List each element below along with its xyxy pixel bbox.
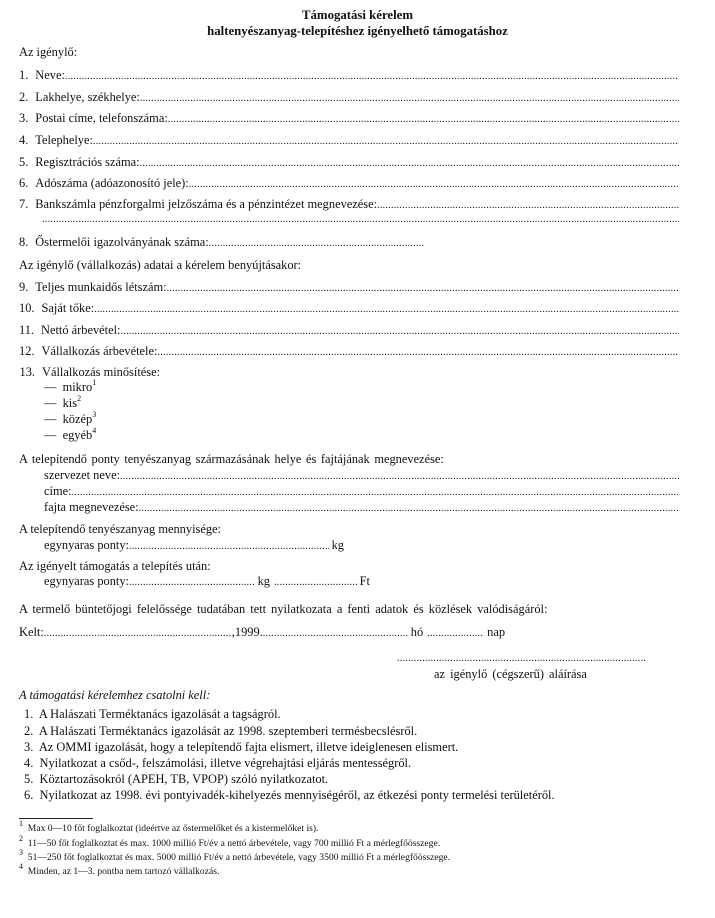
field-support-kg[interactable]: egynyaras ponty: ..... kg [44, 574, 270, 590]
attachment-item: 6. Nyilatkozat az 1998. évi pontyivadék-kihelyezés mennyiségéről, az étkezési ponty termelési területéről. [24, 788, 555, 802]
field-equity[interactable]: 10. Saját tőke: ..... [19, 301, 679, 317]
fill-line [168, 113, 679, 127]
day-fill-line [427, 627, 483, 641]
field-registration-number[interactable]: 5. Regisztrációs száma: ..... [19, 155, 679, 171]
attachment-item: 5. Köztartozásokról (APEH, TB, VPOP) szóló nyilatkozatot. [24, 772, 329, 786]
field-bank-account[interactable]: 7. Bankszámla pénzforgalmi jelzőszáma és a pénzintézet megnevezése: ..... [19, 197, 679, 213]
field-producer-id[interactable]: 8. Őstermelői igazolványának száma: ..... [19, 235, 425, 251]
form-subtitle: haltenyészanyag-telepítéshez igényelhető támogatáshoz [207, 24, 508, 38]
field-org-address[interactable]: címe: ..... [44, 484, 679, 500]
fill-line [120, 470, 679, 484]
fill-line [140, 157, 679, 171]
footnote-1: $^1$ Max 0—10 főt foglalkoztat (ideértve az őstermelőket és a kistermelőket is). [19, 818, 319, 834]
attachment-item: 4. Nyilatkozat a csőd-, felszámolási, illetve végrehajtási eljárás mentességről. [24, 756, 412, 770]
form-title: Támogatási kérelem [301, 8, 413, 22]
field-classification: 13. Vállalkozás minősítése: [19, 365, 161, 379]
attachment-item: 3. Az OMMI igazolását, hogy a telepítendő fajta elismert, illetve ideiglenesen elismert. [24, 740, 459, 754]
place-fill-line [44, 627, 232, 641]
footnote-separator [19, 818, 93, 819]
field-postal-address[interactable]: 3. Postai címe, telefonszáma: ..... [19, 111, 679, 127]
field-headcount[interactable]: 9. Teljes munkaidős létszám: ..... [19, 280, 679, 296]
footnote-2: $^2$ 11—50 főt foglalkoztat és max. 1000 millió Ft/év a nettó árbevétele, vagy 700 millió Ft a mérlegfőösszege. [19, 833, 441, 849]
fill-line [167, 282, 679, 296]
field-tax-number[interactable]: 6. Adószáma (adóazonosító jele): ..... [19, 176, 679, 192]
option-kozep[interactable]: — közép$^3$ [44, 409, 97, 426]
attachment-item: 2. A Halászati Terméktanács igazolását az 1998. szeptemberi termésbecslésről. [24, 724, 418, 738]
field-support-ft[interactable]: ..... Ft [274, 574, 370, 590]
fill-line [121, 325, 680, 339]
fill-line [377, 199, 679, 213]
month-fill-line [263, 627, 408, 641]
field-quantity-carp[interactable]: egynyaras ponty: ..... kg [44, 538, 344, 554]
fill-line [139, 502, 679, 516]
fill-line [65, 70, 679, 84]
fill-line [274, 576, 357, 590]
fill-line [189, 178, 679, 192]
company-heading: Az igénylő (vállalkozás) adatai a kérelem benyújtásakor: [19, 258, 302, 272]
option-kis[interactable]: — kis$^2$ [44, 393, 82, 410]
fill-line [397, 652, 647, 666]
fill-line [93, 135, 679, 149]
field-variety[interactable]: fajta megnevezése: ..... [44, 500, 679, 516]
field-company-revenue[interactable]: 12. Vállalkozás árbevétele: ..... [19, 344, 679, 360]
field-bank-account-continuation[interactable] [42, 213, 679, 227]
quantity-heading: A telepítendő tenyészanyag mennyisége: [19, 522, 221, 536]
signature-line[interactable] [397, 652, 647, 666]
applicant-heading: Az igénylő: [19, 45, 78, 59]
field-name[interactable]: 1. Neve: ..... [19, 68, 679, 84]
option-egyeb[interactable]: — egyéb$^4$ [44, 425, 97, 442]
fill-line [129, 576, 255, 590]
field-net-revenue[interactable]: 11. Nettó árbevétel: ..... [19, 323, 679, 339]
fill-line [140, 92, 679, 106]
signature-label: az igénylő (cégszerű) aláírása [434, 667, 587, 681]
field-org-name[interactable]: szervezet neve: ..... [44, 468, 679, 484]
option-mikro[interactable]: — mikro$^1$ [44, 377, 97, 394]
date-line[interactable]: Kelt: ..... ,1999. ..... hó ..... nap [19, 625, 489, 641]
support-heading: Az igényelt támogatás a telepítés után: [19, 559, 211, 573]
attachments-heading: A támogatási kérelemhez csatolni kell: [19, 688, 211, 702]
fill-line [72, 486, 679, 500]
fill-line [94, 303, 679, 317]
fill-line [209, 237, 425, 251]
fill-line [129, 540, 329, 554]
attachment-item: 1. A Halászati Terméktanács igazolását a tagságról. [24, 707, 281, 721]
footnote-4: $^4$ Minden, az 1—3. pontba nem tartozó vállalkozás. [19, 861, 220, 877]
field-site[interactable]: 4. Telephelye: ..... [19, 133, 679, 149]
fill-line [157, 346, 679, 360]
field-residence[interactable]: 2. Lakhelye, székhelye: ..... [19, 90, 679, 106]
origin-heading: A telepítendő ponty tenyészanyag származásának helye és fajtájának megnevezése: [19, 452, 444, 466]
declaration-text: A termelő büntetőjogi felelőssége tudatában tett nyilatkozata a fenti adatok és közlések valódiságáról: [19, 602, 548, 616]
fill-line [42, 213, 679, 227]
footnote-3: $^3$ 51—250 főt foglalkoztat és max. 5000 millió Ft/év a nettó árbevétele, vagy 3500 millió Ft a mérlegfőösszege. [19, 847, 451, 863]
